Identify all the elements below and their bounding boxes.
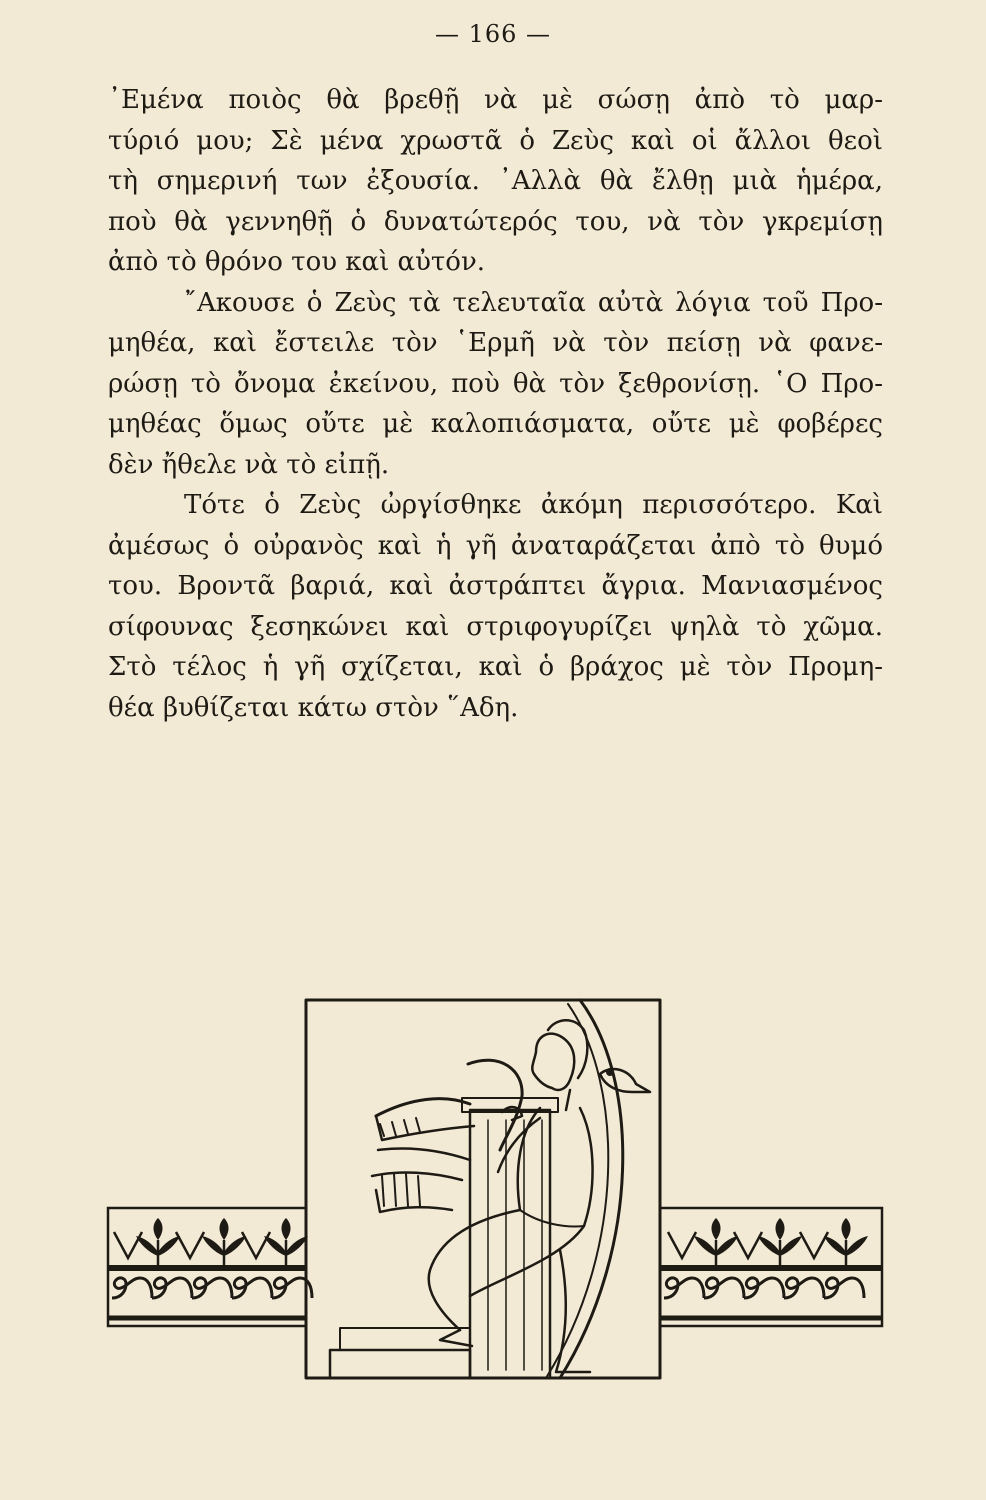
text-line: θέα βυθίζεται κάτω στὸν ῞Αδη. [108,692,519,723]
text-line: ἀμέσως ὁ οὐρανὸς καὶ ἡ γῆ ἀναταράζεται ἀπὸ τὸ θυμό [108,530,883,561]
text-line: σίφουνας ξεσηκώνει καὶ στριφογυρίζει ψηλὰ τὸ χῶμα. [108,611,883,642]
text-line: μηθέα, καὶ ἔστειλε τὸν ῾Ερμῆ νὰ τὸν πείσῃ νὰ φανε- [108,328,883,358]
page-number: — 166 — [434,20,552,48]
text-line: ποὺ θὰ γεννηθῇ ὁ δυνατώτερός του, νὰ τὸν γκρεμίσῃ [108,206,883,237]
text-line: ρώσῃ τὸ ὄνομα ἐκείνου, ποὺ θὰ τὸν ξεθρονίσῃ. ῾Ο Προ- [108,368,883,399]
text-line: ῎Ακουσε ὁ Ζεὺς τὰ τελευταῖα αὐτὰ λόγια τοῦ Προ- [184,287,883,318]
text-line: του. Βροντᾶ βαριά, καὶ ἀστράπτει ἄγρια. Μανιασμένος [108,571,883,601]
text-line: Στὸ τέλος ἡ γῆ σχίζεται, καὶ ὁ βράχος μὲ τὸν Προμη- [108,652,883,682]
text-line: ᾿Εμένα ποιὸς θὰ βρεθῇ νὰ μὲ σώσῃ ἀπὸ τὸ μαρ- [108,85,883,115]
left-frieze [108,1208,312,1326]
text-line: ἀπὸ τὸ θρόνο του καὶ αὐτόν. [108,247,486,277]
text-line: μηθέας ὅμως οὔτε μὲ καλοπιάσματα, οὔτε μὲ φοβέρες [108,409,883,439]
text-line: τὴ σημερινή των ἐξουσία. ᾿Αλλὰ θὰ ἔλθῃ μιὰ ἡμέρα, [108,166,883,196]
text-line: δὲν ἤθελε νὰ τὸ εἰπῇ. [108,449,390,480]
text-line: Τότε ὁ Ζεὺς ὠργίσθηκε ἀκόμη περισσότερο. Καὶ [184,490,883,520]
right-frieze [660,1208,882,1326]
prometheus-scene [306,1000,660,1378]
text-line: τύριό μου; Σὲ μένα χρωστᾶ ὁ Ζεὺς καὶ οἱ ἄλλοι θεοὶ [108,125,883,156]
